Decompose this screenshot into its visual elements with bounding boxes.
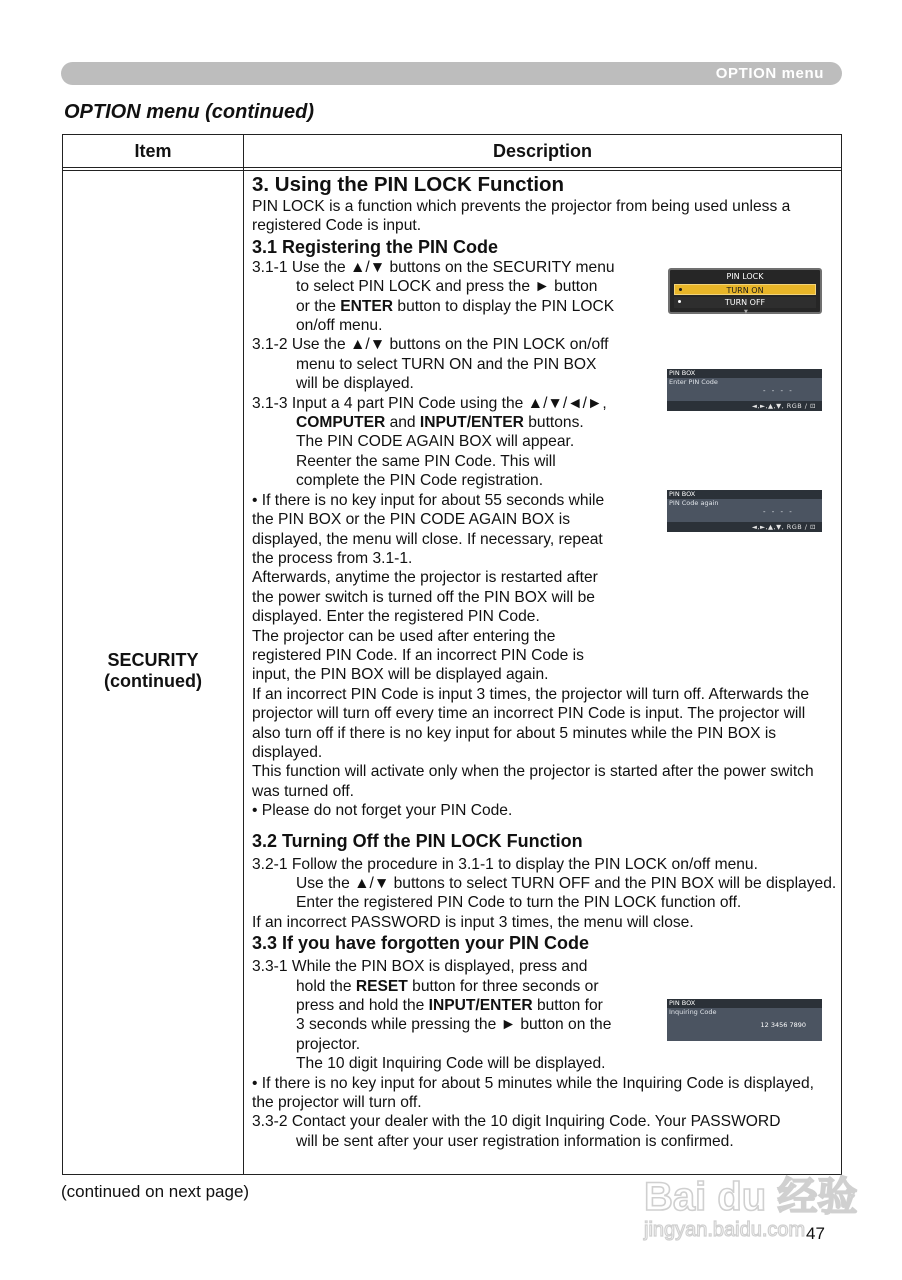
inquiring-code-value: 12 3456 7890: [760, 1021, 806, 1029]
column-header-description: Description: [243, 135, 841, 168]
column-divider: [243, 168, 244, 1174]
after-2-line3: input, the PIN BOX will be displayed again.: [252, 666, 549, 684]
pin-box-image: [667, 369, 822, 411]
reset-keyword: RESET: [355, 977, 408, 995]
step-3-1-2-line3: will be displayed.: [296, 375, 414, 393]
item-label: [63, 650, 243, 692]
step-3-3-1-line4: 3 seconds while pressing the ► button on the: [296, 1016, 612, 1034]
step-3-1-3-line2: [252, 413, 838, 432]
section-header-bar: [61, 62, 842, 85]
inquiring-code-image: [667, 999, 822, 1041]
step-3-1-1-line4: on/off menu.: [296, 317, 383, 335]
section-3-title: 3. Using the PIN LOCK Function: [252, 173, 565, 196]
section-3-intro: PIN LOCK is a function which prevents the projector from being used unless a registered Code is input.: [252, 198, 791, 235]
bullet-2: • Please do not forget your PIN Code.: [252, 802, 513, 820]
text-span: buttons.: [523, 414, 584, 432]
pin-box-title: PIN BOX: [667, 369, 822, 378]
turn-off-option: [674, 297, 816, 308]
section-3-1-title: 3.1 Registering the PIN Code: [252, 236, 499, 257]
enter-keyword: ENTER: [340, 297, 394, 315]
svg-text:Bai du 经验: Bai du 经验: [644, 1175, 858, 1219]
inquiring-subtitle: Inquiring Code: [669, 1008, 717, 1016]
step-3-3-1-line2: [252, 977, 838, 996]
bullet-3: • If there is no key input for about 5 minutes while the Inquiring Code is displayed, the projector will turn off.: [252, 1074, 814, 1112]
page-number: 47: [806, 1224, 825, 1243]
bullet-1-line1: • If there is no key input for about 55 seconds while: [252, 491, 605, 509]
turn-on-option: [674, 284, 816, 295]
pin-lock-menu-image: [668, 268, 822, 314]
step-3-3-1-line1: 3.3-1 While the PIN BOX is displayed, press and: [252, 958, 588, 976]
step-3-2-1-line1: 3.2-1 Follow the procedure in 3.1-1 to display the PIN LOCK on/off menu.: [252, 855, 758, 873]
after-1-line1: Afterwards, anytime the projector is restarted after: [252, 569, 598, 587]
input-enter-keyword: INPUT/ENTER: [428, 997, 533, 1015]
column-header-item: Item: [134, 141, 172, 161]
input-enter-keyword: INPUT/ENTER: [419, 414, 524, 432]
step-3-1-1-line2: to select PIN LOCK and press the ► button: [296, 278, 598, 296]
pin-again-dashes: - - - -: [763, 508, 794, 516]
pin-again-subtitle: PIN Code again: [669, 499, 719, 507]
after-2-line2: registered PIN Code. If an incorrect PIN Code is: [252, 646, 584, 664]
step-3-1-3-line3: The PIN CODE AGAIN BOX will appear.: [296, 433, 575, 451]
bullet-1-line3: displayed, the menu will close. If necessary, repeat: [252, 530, 603, 548]
option-dot-icon: [678, 300, 681, 303]
step-3-1-2-line1: 3.1-2 Use the ▲/▼ buttons on the PIN LOCK on/off: [252, 336, 609, 354]
turn-off-label: TURN OFF: [724, 298, 766, 307]
pin-again-title: PIN BOX: [667, 490, 822, 499]
section-3-2-note: If an incorrect PASSWORD is input 3 times, the menu will close.: [252, 913, 694, 931]
bullet-1-line4: the process from 3.1-1.: [252, 549, 413, 567]
item-label-line2: (continued): [104, 671, 202, 691]
text-span: hold the: [296, 977, 356, 995]
section-3-2-title: 3.2 Turning Off the PIN LOCK Function: [252, 830, 583, 851]
text-span: or the: [296, 297, 341, 315]
step-3-3-2-line1: 3.3-2 Contact your dealer with the 10 digit Inquiring Code. Your PASSWORD: [252, 1113, 781, 1131]
turn-on-label: TURN ON: [726, 286, 764, 295]
pin-lock-menu-title: PIN LOCK: [726, 272, 764, 281]
header-divider: [63, 170, 841, 171]
text-span: button for three seconds or: [407, 977, 599, 995]
text-span: press and hold the: [296, 997, 429, 1015]
after-1-line2: the power switch is turned off the PIN BOX will be: [252, 588, 595, 606]
text-span: button to display the PIN LOCK: [393, 297, 615, 315]
step-3-1-3-line1: 3.1-3 Input a 4 part PIN Code using the ▲/▼/◄/►,: [252, 394, 607, 412]
pin-box-subtitle: Enter PIN Code: [669, 378, 718, 386]
option-dot-icon: [679, 288, 682, 291]
step-3-3-1-line5: projector.: [296, 1035, 361, 1053]
baidu-watermark-logo: [640, 1168, 860, 1248]
item-label-line1: SECURITY: [107, 650, 199, 670]
computer-keyword: COMPUTER: [296, 414, 386, 432]
pin-box-buttons: ◄,►,▲,▼, RGB / ⊡: [667, 401, 822, 411]
pin-box-dashes: - - - -: [763, 387, 794, 395]
table-header-row: [63, 135, 841, 168]
step-3-3-2-line2: will be sent after your user registration information is confirmed.: [296, 1132, 734, 1150]
step-3-1-2-line2: menu to select TURN ON and the PIN BOX: [296, 355, 597, 373]
bullet-1-line2: the PIN BOX or the PIN CODE AGAIN BOX is: [252, 511, 571, 529]
step-3-2-1-line3: Enter the registered PIN Code to turn the PIN LOCK function off.: [296, 894, 742, 912]
down-arrow-icon: ▼: [744, 309, 748, 315]
svg-text:jingyan.baidu.com: jingyan.baidu.com: [644, 1219, 806, 1241]
page-title: OPTION menu (continued): [64, 101, 314, 123]
section-label: OPTION menu: [715, 65, 824, 82]
text-span: button for: [532, 997, 603, 1015]
inquiring-title: PIN BOX: [667, 999, 822, 1008]
step-3-1-3-line5: complete the PIN Code registration.: [296, 472, 544, 490]
continued-note: (continued on next page): [61, 1182, 250, 1201]
step-3-3-1-line6: The 10 digit Inquiring Code will be displayed.: [296, 1055, 606, 1073]
step-3-1-3-line4: Reenter the same PIN Code. This will: [296, 452, 556, 470]
section-3-3-title: 3.3 If you have forgotten your PIN Code: [252, 933, 590, 954]
after-2-line1: The projector can be used after entering the: [252, 627, 556, 645]
after-3: If an incorrect PIN Code is input 3 times, the projector will turn off. Afterwards the projector will turn off every time an incorrect PIN Code is input. The projector will also turn off if there is no key input for about 5 minutes while the PIN BOX is displayed.: [252, 685, 810, 761]
after-4: This function will activate only when the projector is started after the power switch was turned off.: [252, 763, 814, 800]
pin-again-buttons: ◄,►,▲,▼, RGB / ⊡: [667, 522, 822, 532]
text-span: and: [385, 414, 420, 432]
pin-again-box-image: [667, 490, 822, 532]
after-1-line3: displayed. Enter the registered PIN Code.: [252, 608, 540, 626]
step-3-2-1-line2: Use the ▲/▼ buttons to select TURN OFF and the PIN BOX will be displayed.: [296, 875, 837, 892]
step-3-1-1-line1: 3.1-1 Use the ▲/▼ buttons on the SECURITY menu: [252, 258, 615, 276]
